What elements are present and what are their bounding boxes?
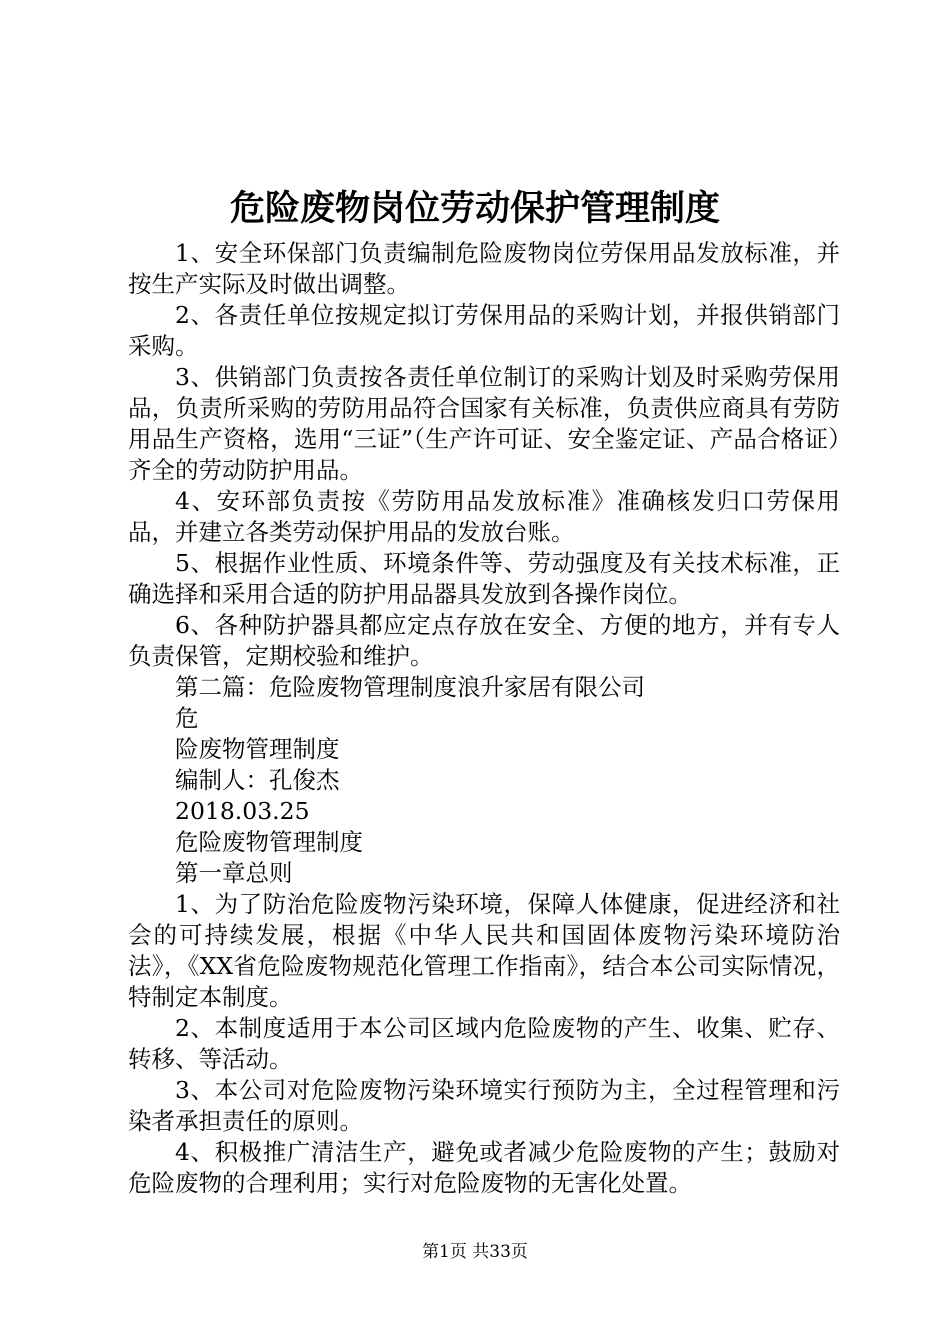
paragraph: 1、安全环保部门负责编制危险废物岗位劳保用品发放标准，并按生产实际及时做出调整。 bbox=[128, 239, 840, 298]
paragraph: 4、积极推广清洁生产，避免或者减少危险废物的产生；鼓励对危险废物的合理利用；实行对危险废物的无害化处置。 bbox=[128, 1138, 840, 1197]
text-line: 险废物管理制度 bbox=[175, 735, 340, 763]
paragraph: 2、本制度适用于本公司区域内危险废物的产生、收集、贮存、转移、等活动。 bbox=[128, 1014, 840, 1073]
paragraph: 4、安环部负责按《劳防用品发放标准》准确核发归口劳保用品，并建立各类劳动保护用品的发放台账。 bbox=[128, 487, 840, 546]
chapter-heading: 第一章总则 bbox=[175, 859, 293, 887]
document-body bbox=[128, 238, 840, 1199]
section-heading: 第二篇：危险废物管理制度浪升家居有限公司 bbox=[175, 673, 645, 701]
text-line: 危 bbox=[175, 704, 199, 732]
paragraph: 5、根据作业性质、环境条件等、劳动强度及有关技术标准，正确选择和采用合适的防护用品器具发放到各操作岗位。 bbox=[128, 549, 840, 608]
subtitle-line: 危险废物管理制度 bbox=[175, 828, 363, 856]
paragraph: 2、各责任单位按规定拟订劳保用品的采购计划，并报供销部门采购。 bbox=[128, 301, 840, 360]
date-line: 2018.03.25 bbox=[175, 797, 310, 825]
paragraph: 3、本公司对危险废物污染环境实行预防为主，全过程管理和污染者承担责任的原则。 bbox=[128, 1076, 840, 1135]
document-title: 危险废物岗位劳动保护管理制度 bbox=[229, 188, 720, 229]
paragraph: 6、各种防护器具都应定点存放在安全、方便的地方，并有专人负责保管，定期校验和维护。 bbox=[128, 611, 840, 670]
author-line: 编制人：孔俊杰 bbox=[175, 766, 340, 794]
paragraph: 3、供销部门负责按各责任单位制订的采购计划及时采购劳保用品，负责所采购的劳防用品符合国家有关标准，负责供应商具有劳防用品生产资格，选用“三证”（生产许可证、安全鉴定证、产品合格证）齐全的劳动防护用品。 bbox=[128, 363, 840, 484]
paragraph: 1、为了防治危险废物污染环境，保障人体健康，促进经济和社会的可持续发展，根据《中华人民共和国固体废物污染环境防治法》，《XX省危险废物规范化管理工作指南》，结合本公司实际情况，特制定本制度。 bbox=[128, 890, 840, 1011]
page-footer: 第1页 共33页 bbox=[422, 1242, 528, 1262]
